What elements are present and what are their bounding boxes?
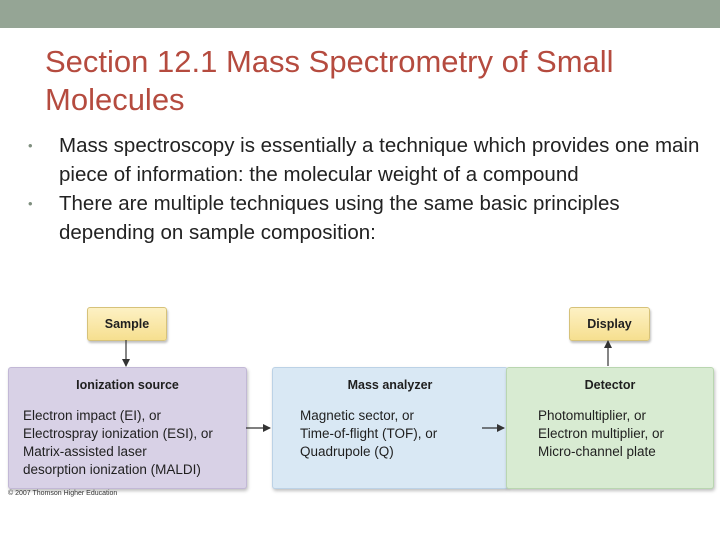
ionization-source-title: Ionization source xyxy=(76,378,179,392)
top-bar xyxy=(0,0,720,28)
detector-box xyxy=(506,367,714,489)
ionization-source-methods: Electron impact (EI), or Electrospray ionization (ESI), or Matrix-assisted laser desorption ionization (MALDI) xyxy=(23,408,213,477)
bullet-list xyxy=(28,131,708,247)
mass-analyzer-title: Mass analyzer xyxy=(347,378,433,392)
ionization-source-box xyxy=(8,367,247,489)
slide-title: Section 12.1 Mass Spectrometry of Small Molecules xyxy=(45,44,614,117)
detector-methods: Photomultiplier, or Electron multiplier, or Micro-channel plate xyxy=(538,408,665,459)
display-box xyxy=(569,307,650,341)
bullet-item xyxy=(28,131,708,189)
bullet-text: There are multiple techniques using the same basic principles depending on sample composition: xyxy=(59,192,620,244)
mass-analyzer-box xyxy=(272,367,508,489)
copyright-credit: © 2007 Thomson Higher Education xyxy=(8,490,118,497)
sample-box xyxy=(87,307,167,341)
display-label: Display xyxy=(587,317,632,331)
bullet-text: Mass spectroscopy is essentially a technique which provides one main piece of information: the molecular weight of a compound xyxy=(59,134,700,186)
detector-title: Detector xyxy=(584,378,636,392)
bullet-marker: • xyxy=(28,138,33,153)
sample-label: Sample xyxy=(104,317,150,331)
mass-analyzer-methods: Magnetic sector, or Time-of-flight (TOF), or Quadrupole (Q) xyxy=(300,408,438,459)
bullet-item xyxy=(28,189,708,247)
bullet-marker: • xyxy=(28,196,33,211)
